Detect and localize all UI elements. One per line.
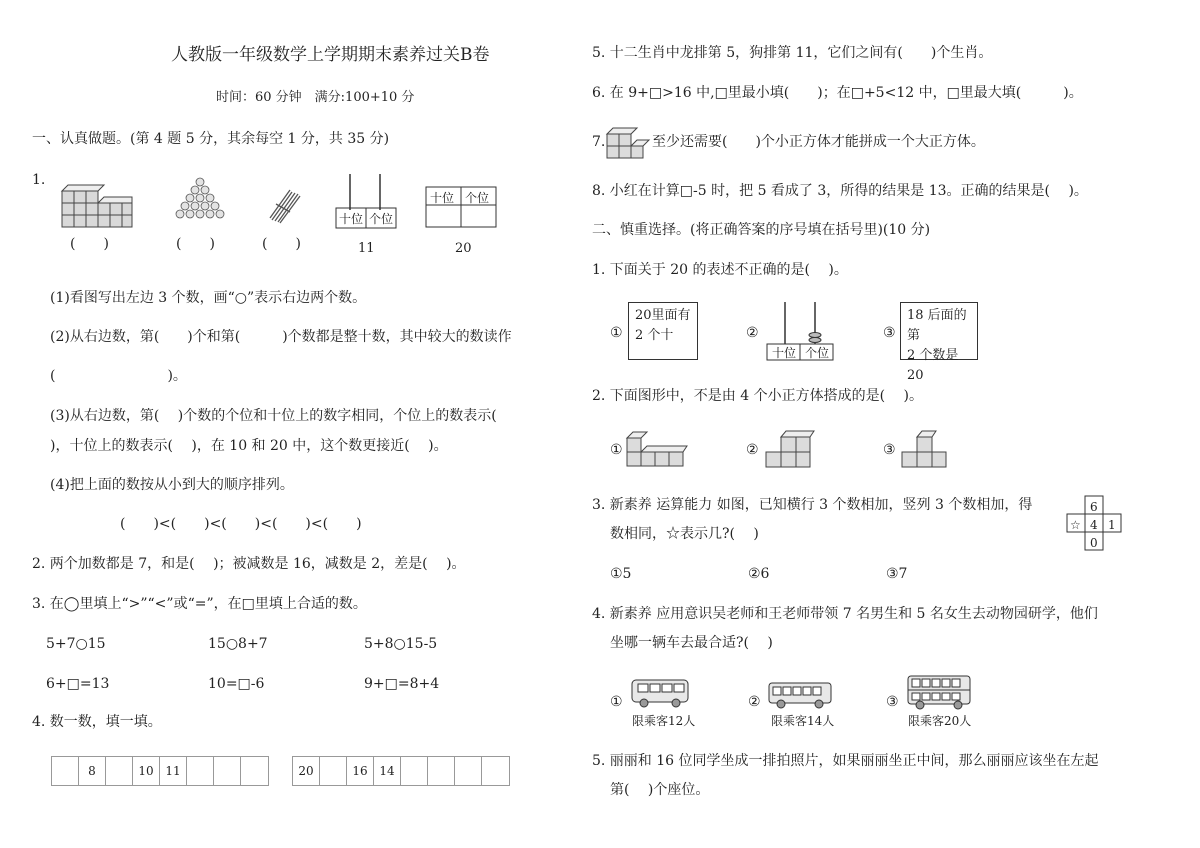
- seq-cell[interactable]: [428, 757, 455, 785]
- seq-cell: 14: [374, 757, 401, 785]
- choice4-line2: 坐哪一辆车去最合适?( ): [610, 635, 773, 651]
- abacus-tens-label: 十位: [339, 212, 364, 226]
- choice3-line2: 数相同，☆表示几?( ): [610, 526, 759, 542]
- grid-cell-star: ☆: [1070, 518, 1081, 532]
- q5: 5. 十二生肖中龙排第 5，狗排第 11，它们之间有( )个生肖。: [592, 45, 993, 61]
- q1-part3-line2: )，十位上的数表示( )，在 10 和 20 中，这个数更接近( )。: [50, 438, 448, 454]
- blank-sticks: ( ): [262, 236, 301, 252]
- blank-cubes: ( ): [70, 236, 109, 252]
- grid-cell-mid: 4: [1090, 518, 1098, 532]
- option3-line2: 2 个数是20: [907, 348, 959, 383]
- choice3-option: ②6: [748, 566, 770, 582]
- table-tens-label: 十位: [430, 191, 455, 205]
- choice2: 2. 下面图形中，不是由 4 个小正方体搭成的是( )。: [592, 388, 923, 404]
- choice5-line1: 5. 丽丽和 16 位同学坐成一排拍照片，如果丽丽坐正中间，那么丽丽应该坐在左起: [592, 753, 1099, 769]
- option-mark: ③: [883, 325, 896, 341]
- bus-capacity: 限乘客20人: [908, 714, 972, 728]
- seq-cell[interactable]: [241, 757, 268, 785]
- section1-heading: 一、认真做题。(第 4 题 5 分，其余每空 1 分，共 35 分): [32, 131, 390, 147]
- grid-cell-top: 6: [1090, 500, 1098, 514]
- q3-item: 9+□=8+4: [364, 676, 440, 692]
- choice3-option: ①5: [610, 566, 632, 582]
- seq-cell: 11: [160, 757, 187, 785]
- exam-info: 时间：60 分钟 满分:100+10 分: [216, 90, 415, 105]
- number-20: 20: [455, 241, 472, 256]
- stick-bundle-icon: [268, 188, 302, 224]
- number-sequence-2: [292, 756, 510, 786]
- choice1: 1. 下面关于 20 的表述不正确的是( )。: [592, 262, 848, 278]
- q7: 至少还需要( )个小正方体才能拼成一个大正方体。: [652, 134, 985, 150]
- minibus-icon: [630, 676, 692, 710]
- option-mark: ②: [748, 694, 761, 710]
- q3-item: 15○8+7: [208, 636, 268, 652]
- seq-cell[interactable]: [106, 757, 133, 785]
- q2: 2. 两个加数都是 7，和是( )；被减数是 16，减数是 2，差是( )。: [32, 556, 466, 572]
- bus-icon: [767, 680, 833, 710]
- option3-line1: 18 后面的第: [907, 308, 967, 343]
- double-decker-bus-icon: [906, 674, 974, 710]
- seq-cell: 8: [79, 757, 106, 785]
- cube-shape-icon: [605, 124, 649, 160]
- cube-shape-icon: [625, 428, 687, 470]
- order-blanks: ( )<( )<( )<( )<( ): [120, 516, 362, 532]
- choice3-option: ③7: [886, 566, 908, 582]
- abacus-ones-label: 个位: [369, 212, 394, 226]
- q6: 6. 在 9+□>16 中,□里最小填( )；在□+5<12 中，□里最大填( )。: [592, 85, 1083, 101]
- grid-cell-right: 1: [1108, 518, 1116, 532]
- q1-part4: (4)把上面的数按从小到大的顺序排列。: [50, 477, 294, 493]
- abacus-ones-label: 个位: [805, 346, 830, 360]
- option-mark: ③: [883, 442, 896, 458]
- q3-item: 10=□-6: [208, 676, 265, 692]
- option-mark: ②: [746, 325, 759, 341]
- number-11: 11: [358, 241, 375, 256]
- seq-cell: 16: [347, 757, 374, 785]
- seq-cell[interactable]: [482, 757, 509, 785]
- seq-cell[interactable]: [187, 757, 214, 785]
- option-mark: ①: [610, 442, 623, 458]
- option-mark: ②: [746, 442, 759, 458]
- q8: 8. 小红在计算□-5 时，把 5 看成了 3，所得的结果是 13。正确的结果是( )。: [592, 183, 1088, 199]
- cube-shape-icon: [900, 424, 950, 472]
- q1-part2-line1: (2)从右边数，第( )个和第( )个数都是整十数，其中较大的数读作: [50, 329, 512, 345]
- table-ones-label: 个位: [465, 191, 490, 205]
- seq-cell[interactable]: [214, 757, 241, 785]
- choice1-option3-box: [900, 302, 978, 383]
- option1-line2: 2 个十: [635, 328, 674, 343]
- seq-cell: 10: [133, 757, 160, 785]
- q1-part3-line1: (3)从右边数，第( )个数的个位和十位上的数字相同，个位上的数表示(: [50, 408, 497, 424]
- cube-stack-figure: [60, 183, 135, 229]
- choice1-option1-box: [628, 302, 698, 360]
- abacus-tens-label: 十位: [772, 346, 797, 360]
- q1-number: 1.: [32, 172, 46, 188]
- seq-cell[interactable]: [320, 757, 347, 785]
- bus-capacity: 限乘客14人: [771, 714, 835, 728]
- option-mark: ①: [610, 694, 623, 710]
- blank-apples: ( ): [176, 236, 215, 252]
- bus-capacity: 限乘客12人: [632, 714, 696, 728]
- number-sequence-1: [51, 756, 269, 786]
- choice3-line1: 3. 新素养 运算能力 如图，已知横行 3 个数相加，竖列 3 个数相加，得: [592, 497, 1033, 513]
- page-title: 人教版一年级数学上学期期末素养过关B卷: [171, 45, 490, 65]
- section2-heading: 二、慎重选择。(将正确答案的序号填在括号里)(10 分): [592, 222, 931, 238]
- seq-cell[interactable]: [401, 757, 428, 785]
- choice4-line1: 4. 新素养 应用意识吴老师和王老师带领 7 名男生和 5 名女生去动物园研学，他们: [592, 606, 1098, 622]
- option-mark: ③: [886, 694, 899, 710]
- q7-number: 7.: [592, 134, 606, 150]
- seq-cell[interactable]: [52, 757, 79, 785]
- q1-part1: (1)看图写出左边 3 个数，画“○”表示右边两个数。: [50, 290, 367, 306]
- q3: 3. 在◯里填上“>”“<”或“=”，在□里填上合适的数。: [32, 596, 367, 612]
- q4: 4. 数一数，填一填。: [32, 714, 162, 730]
- option-mark: ①: [610, 325, 623, 341]
- grid-cell-bottom: 0: [1090, 536, 1098, 550]
- apple-pyramid-icon: [170, 176, 230, 226]
- option1-line1: 20里面有: [635, 308, 691, 323]
- q3-item: 5+7○15: [46, 636, 106, 652]
- seq-cell: 20: [293, 757, 320, 785]
- q3-item: 5+8○15-5: [364, 636, 438, 652]
- choice5-line2: 第( )个座位。: [610, 782, 710, 798]
- cube-shape-icon: [764, 424, 814, 472]
- q3-item: 6+□=13: [46, 676, 110, 692]
- seq-cell[interactable]: [455, 757, 482, 785]
- q1-part2-line2: ( )。: [50, 368, 187, 384]
